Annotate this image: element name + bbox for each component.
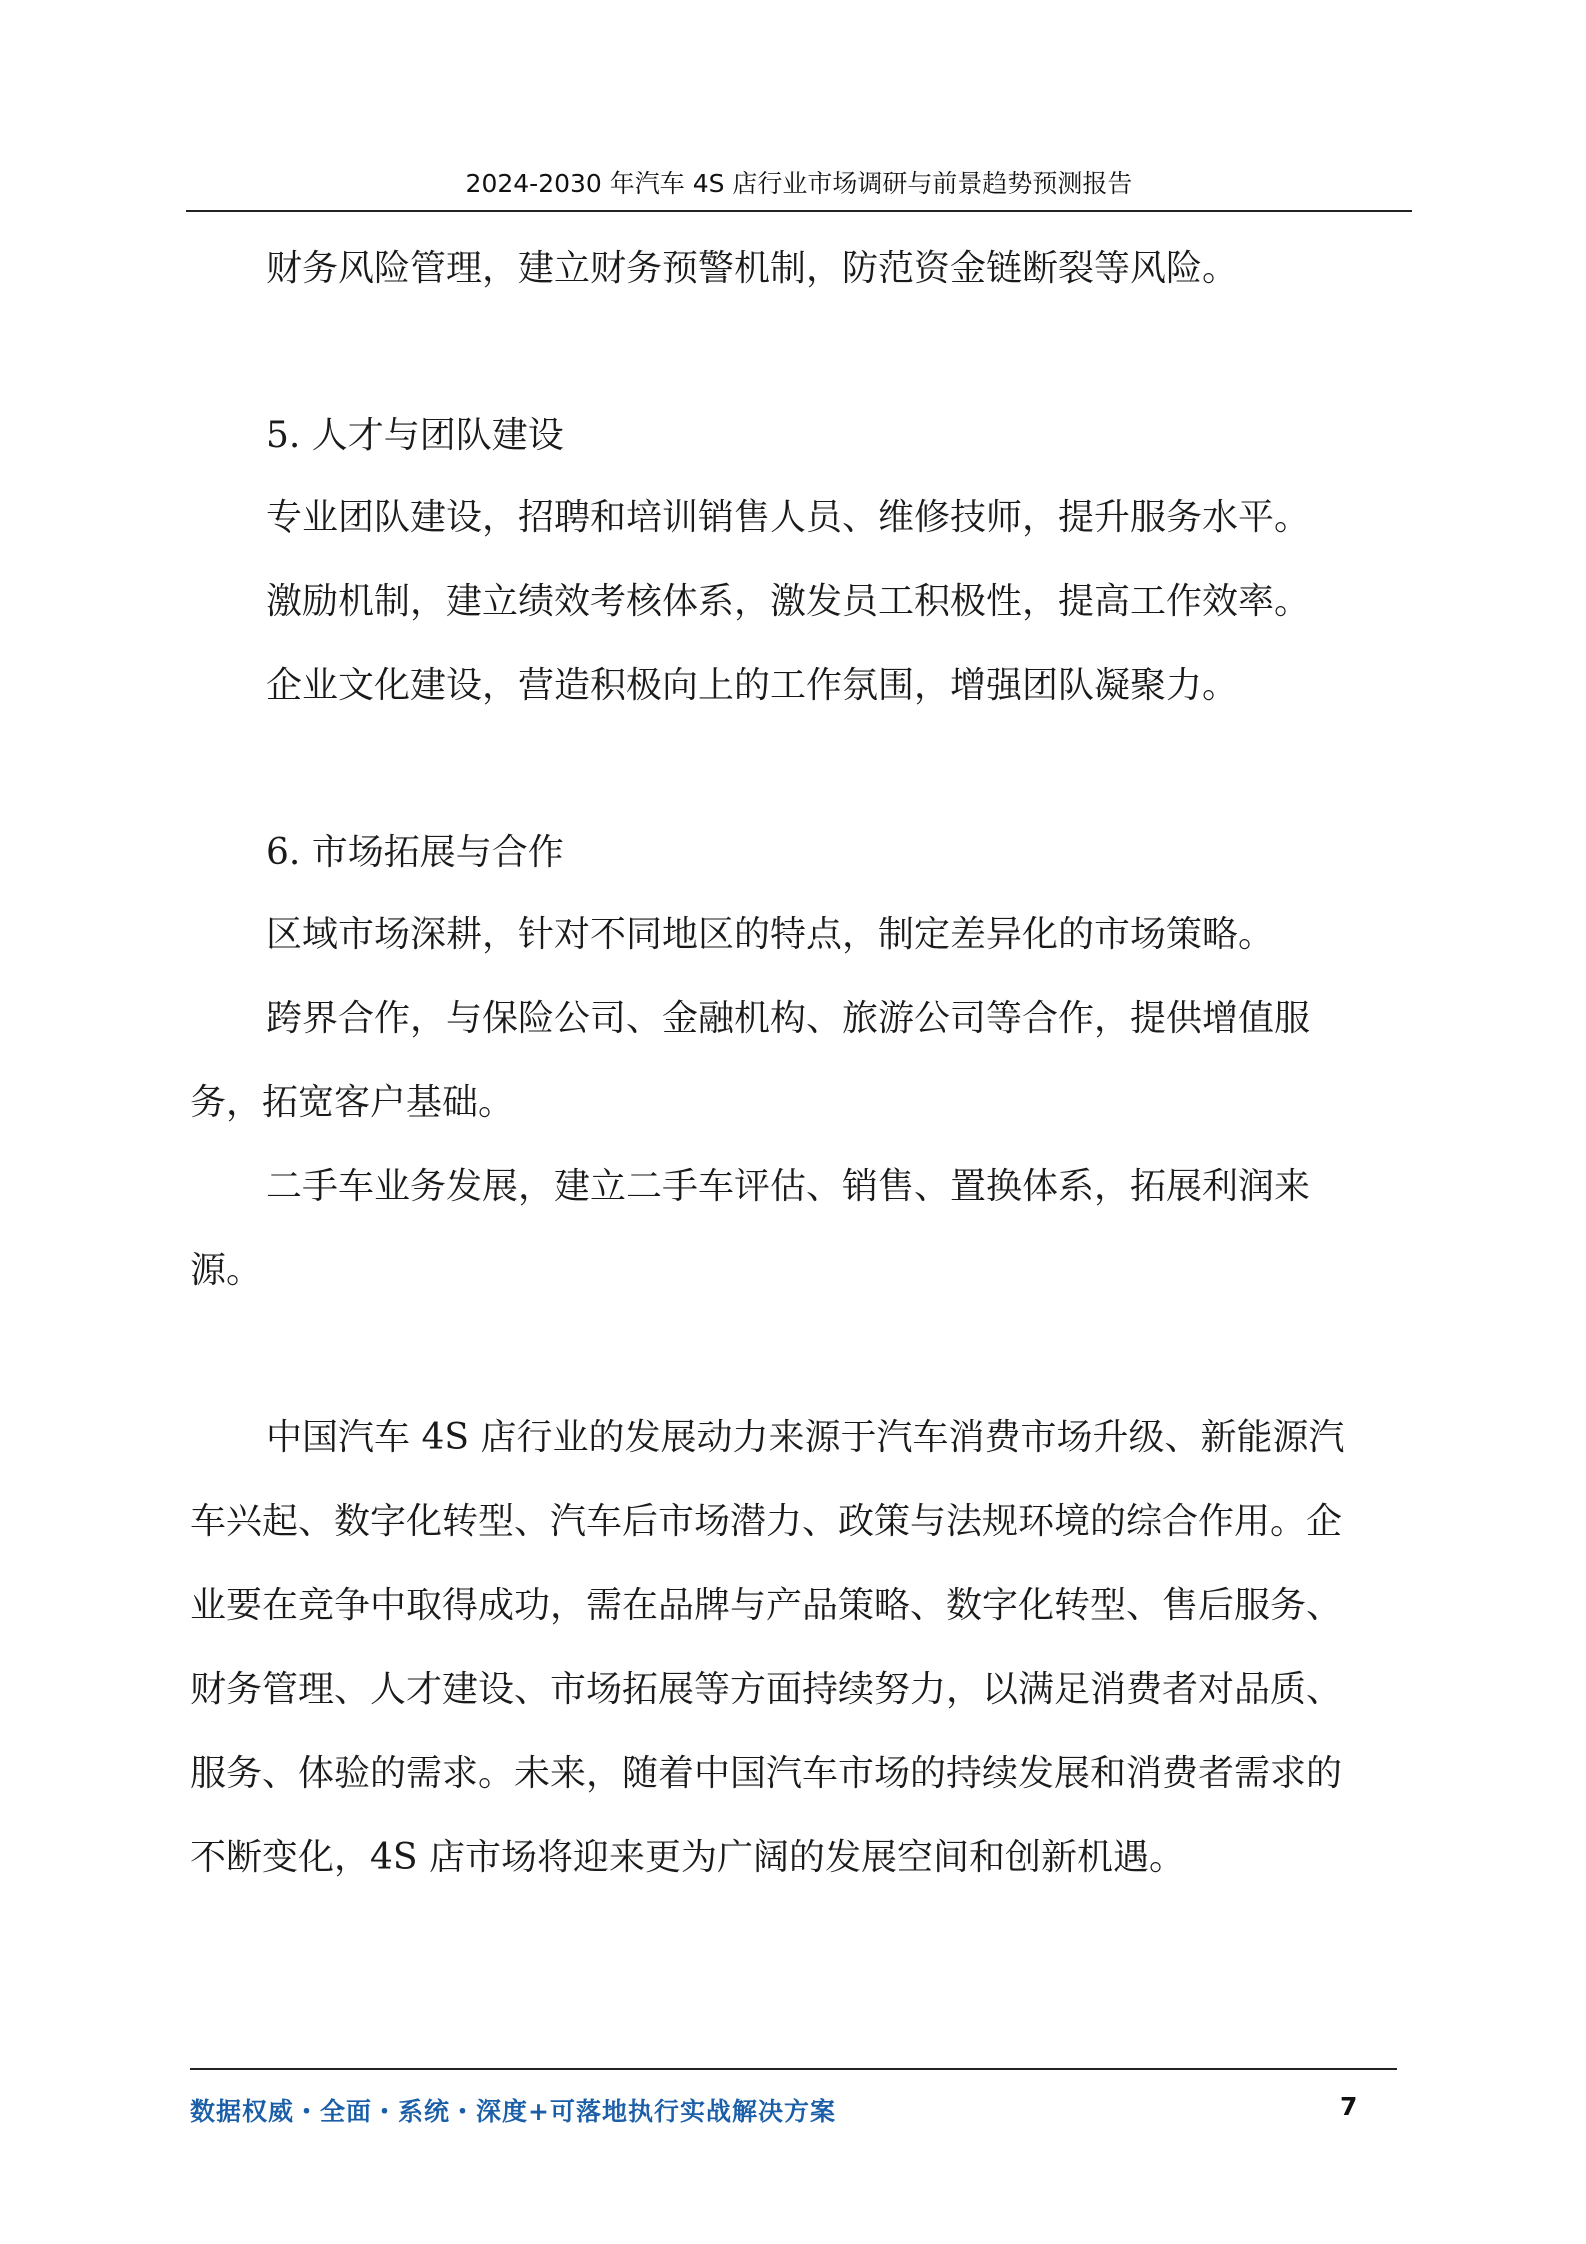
conclusion-line-3: 业要在竞争中取得成功，需在品牌与产品策略、数字化转型、售后服务、 bbox=[190, 1585, 1343, 1626]
section-6-item-2-line-1: 跨界合作，与保险公司、金融机构、旅游公司等合作，提供增值服 bbox=[266, 998, 1311, 1039]
paragraph-finance-risk: 财务风险管理，建立财务预警机制，防范资金链断裂等风险。 bbox=[266, 248, 1239, 289]
section-5-item-1: 专业团队建设，招聘和培训销售人员、维修技师，提升服务水平。 bbox=[266, 497, 1311, 538]
conclusion-line-5: 服务、体验的需求。未来，随着中国汽车市场的持续发展和消费者需求的 bbox=[190, 1753, 1343, 1794]
footer-slogan: 数据权威・全面・系统・深度+可落地执行实战解决方案 bbox=[190, 2097, 836, 2126]
page-number: 7 bbox=[1340, 2092, 1358, 2121]
section-5-item-3: 企业文化建设，营造积极向上的工作氛围，增强团队凝聚力。 bbox=[266, 665, 1239, 706]
page-header bbox=[186, 160, 1412, 212]
section-6-item-3-line-1: 二手车业务发展，建立二手车评估、销售、置换体系，拓展利润来 bbox=[266, 1166, 1311, 1207]
section-6-item-3-line-2: 源。 bbox=[190, 1250, 263, 1291]
conclusion-line-2: 车兴起、数字化转型、汽车后市场潜力、政策与法规环境的综合作用。企 bbox=[190, 1501, 1343, 1542]
section-6-item-1: 区域市场深耕，针对不同地区的特点，制定差异化的市场策略。 bbox=[266, 914, 1275, 955]
section-5-heading: 5. 人才与团队建设 bbox=[266, 415, 564, 456]
section-5-item-2: 激励机制，建立绩效考核体系，激发员工积极性，提高工作效率。 bbox=[266, 581, 1311, 622]
section-6-heading: 6. 市场拓展与合作 bbox=[266, 832, 564, 873]
footer-divider bbox=[190, 2068, 1397, 2070]
conclusion-line-6: 不断变化，4S 店市场将迎来更为广阔的发展空间和创新机遇。 bbox=[190, 1837, 1186, 1878]
conclusion-line-1: 中国汽车 4S 店行业的发展动力来源于汽车消费市场升级、新能源汽 bbox=[266, 1417, 1345, 1458]
section-6-item-2-line-2: 务，拓宽客户基础。 bbox=[190, 1082, 515, 1123]
report-title: 2024-2030 年汽车 4S 店行业市场调研与前景趋势预测报告 bbox=[465, 169, 1133, 198]
conclusion-line-4: 财务管理、人才建设、市场拓展等方面持续努力，以满足消费者对品质、 bbox=[190, 1669, 1343, 1710]
